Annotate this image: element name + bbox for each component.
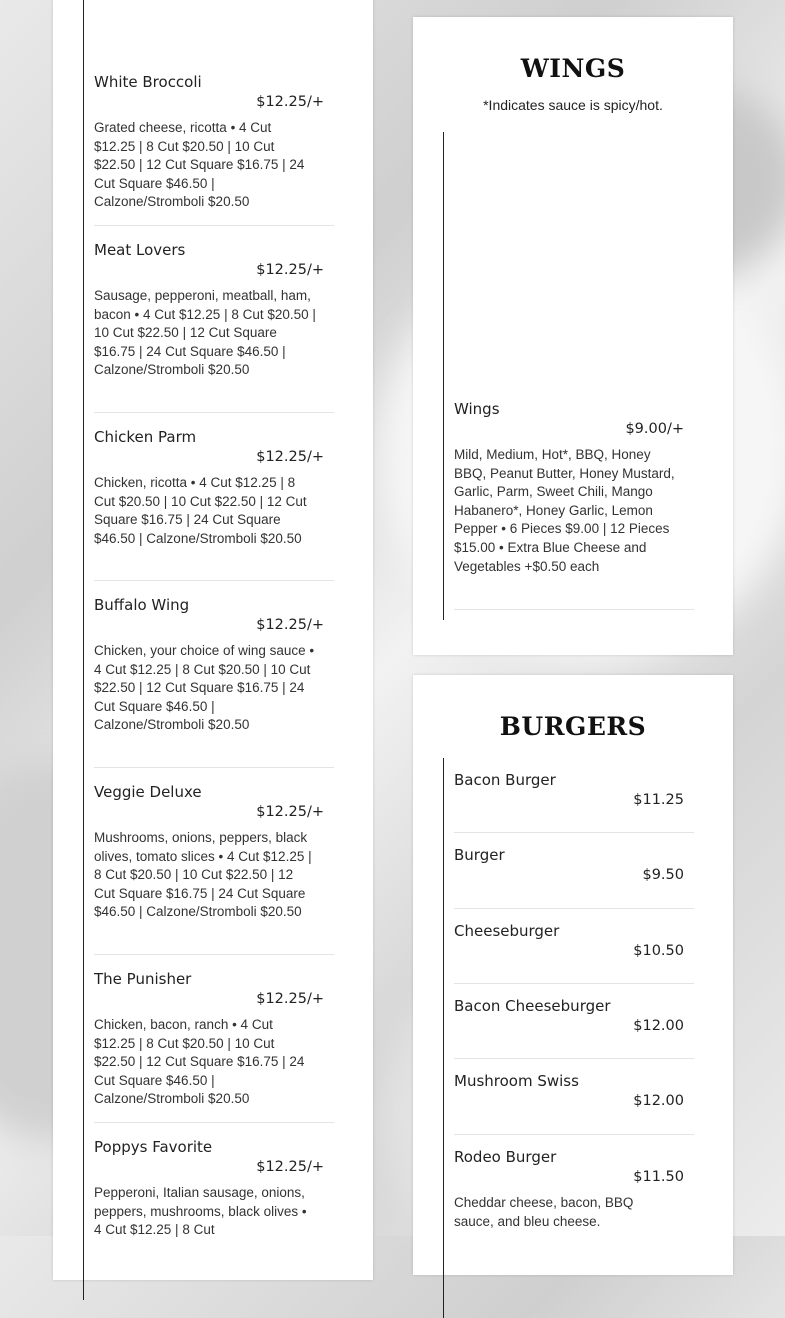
item-divider [454, 609, 694, 610]
item-description: Pepperoni, Italian sausage, onions, peppers, mushrooms, black olives • 4 Cut $12.25 | 8 Cut [94, 1185, 307, 1238]
item-price: $9.00/+ [625, 421, 684, 437]
item-name: Rodeo Burger [454, 1148, 557, 1166]
item-divider [94, 580, 334, 581]
item-divider [94, 412, 334, 413]
item-price: $11.50 [633, 1169, 684, 1185]
item-price: $12.00 [633, 1018, 684, 1034]
item-name: Chicken Parm [94, 428, 197, 446]
item-divider [454, 832, 694, 833]
menu-item [94, 73, 334, 212]
menu-item [94, 428, 334, 548]
item-description: Grated cheese, ricotta • 4 Cut $12.25 | 8 Cut $20.50 | 10 Cut $22.50 | 12 Cut Square $16.75 | 24 Cut Square $46.50 | Calzone/Stromboli $20.50 [94, 120, 305, 210]
item-divider [94, 225, 334, 226]
item-description: Sausage, pepperoni, meatball, ham, bacon • 4 Cut $12.25 | 8 Cut $20.50 | 10 Cut $22.50 | 12 Cut Square $16.75 | 24 Cut Square $46.50 | Calzone/Stromboli $20.50 [94, 288, 316, 378]
item-name: Mushroom Swiss [454, 1072, 579, 1090]
item-price: $12.25/+ [256, 617, 324, 633]
item-price: $12.25/+ [256, 262, 324, 278]
item-name: Veggie Deluxe [94, 783, 202, 801]
menu-item [94, 970, 334, 1109]
item-price: $12.25/+ [256, 991, 324, 1007]
section-title: WINGS [520, 54, 626, 83]
item-divider [454, 1058, 694, 1059]
item-divider [94, 954, 334, 955]
item-name: Wings [454, 400, 500, 418]
section-rule [83, 0, 84, 1300]
section-title: BURGERS [499, 712, 647, 741]
menu-item [94, 241, 334, 380]
menu-item [94, 1138, 334, 1240]
item-name: Meat Lovers [94, 241, 186, 259]
item-divider [454, 983, 694, 984]
section-rule [443, 132, 444, 620]
item-price: $12.00 [633, 1093, 684, 1109]
item-price: $12.25/+ [256, 94, 324, 110]
item-description: Mushrooms, onions, peppers, black olives, tomato slices • 4 Cut $12.25 | 8 Cut $20.50 | 10 Cut $22.50 | 12 Cut Square $16.75 | 24 Cut Square $46.50 | Calzone/Stromboli $20.50 [94, 830, 312, 920]
item-price: $9.50 [642, 867, 684, 883]
item-divider [454, 1134, 694, 1135]
menu-item [94, 596, 334, 735]
spicy-note: *Indicates sauce is spicy/hot. [483, 97, 663, 113]
menu-item [454, 400, 694, 576]
item-description: Cheddar cheese, bacon, BBQ sauce, and bleu cheese. [454, 1195, 634, 1229]
item-divider [94, 767, 334, 768]
item-name: Poppys Favorite [94, 1138, 213, 1156]
menu-item [454, 1148, 694, 1231]
item-name: Burger [454, 846, 505, 864]
item-price: $12.25/+ [256, 1159, 324, 1175]
item-description: Chicken, ricotta • 4 Cut $12.25 | 8 Cut $20.50 | 10 Cut $22.50 | 12 Cut Square $16.75 | 24 Cut Square $46.50 | Calzone/Stromboli $20.50 [94, 475, 307, 546]
menu-item [454, 922, 694, 961]
item-name: The Punisher [94, 970, 192, 988]
section-rule [443, 758, 444, 1318]
item-description: Chicken, your choice of wing sauce • 4 Cut $12.25 | 8 Cut $20.50 | 10 Cut $22.50 | 12 Cut Square $16.75 | 24 Cut Square $46.50 | Calzone/Stromboli $20.50 [94, 643, 315, 733]
item-name: White Broccoli [94, 73, 202, 91]
burgers-section-card [413, 675, 733, 1275]
menu-item [454, 997, 694, 1036]
menu-item [454, 771, 694, 810]
item-price: $12.25/+ [256, 449, 324, 465]
menu-item [94, 783, 334, 922]
item-description: Mild, Medium, Hot*, BBQ, Honey BBQ, Peanut Butter, Honey Mustard, Garlic, Parm, Sweet Chili, Mango Habanero*, Honey Garlic, Lemon Pepper • 6 Pieces $9.00 | 12 Pieces $15.00 • Extra Blue Cheese and Vegetables +$0.50 each [454, 447, 675, 574]
wings-section-card [413, 17, 733, 655]
item-name: Bacon Cheeseburger [454, 997, 611, 1015]
item-price: $11.25 [633, 792, 684, 808]
item-name: Buffalo Wing [94, 596, 190, 614]
item-price: $12.25/+ [256, 804, 324, 820]
item-divider [94, 1122, 334, 1123]
item-divider [454, 908, 694, 909]
menu-item [454, 846, 694, 885]
item-name: Bacon Burger [454, 771, 556, 789]
item-name: Cheeseburger [454, 922, 560, 940]
item-description: Chicken, bacon, ranch • 4 Cut $12.25 | 8 Cut $20.50 | 10 Cut $22.50 | 12 Cut Square $16.75 | 24 Cut Square $46.50 | Calzone/Stromboli $20.50 [94, 1017, 305, 1107]
menu-item [454, 1072, 694, 1111]
item-price: $10.50 [633, 943, 684, 959]
pizza-menu-card [53, 0, 373, 1280]
